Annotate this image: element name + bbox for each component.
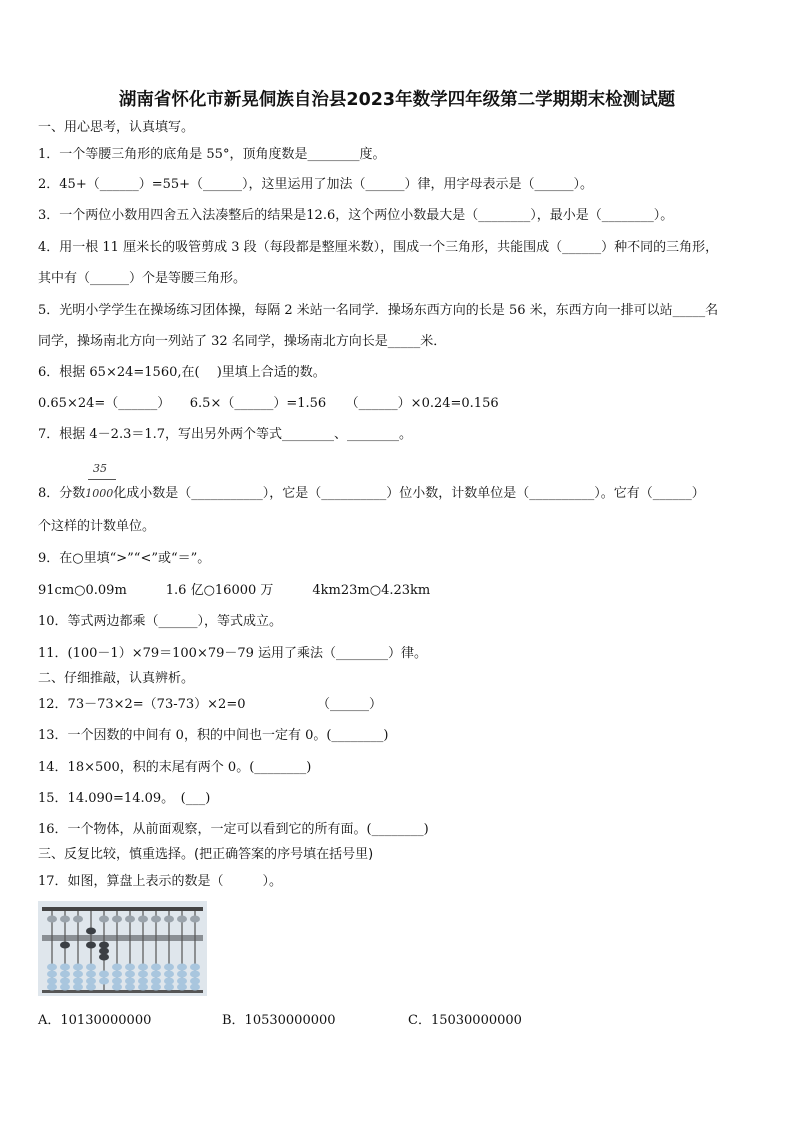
abacus-bottom-frame	[42, 990, 203, 993]
question-6-items: 0.65×24=（______） 6.5×（______）=1.56 （______）×0.24=0.156	[38, 396, 499, 411]
question-14: 14．18×500，积的末尾有两个 0。(________)	[38, 760, 312, 775]
question-2: 2．45+（______）=55+（______），这里运用了加法（______）律，用字母表示是（______）。	[38, 177, 594, 192]
question-4-line-1: 4．用一根 11 厘米长的吸管剪成 3 段（每段都是整厘米数），围成一个三角形，共能围成（______）种不同的三角形，	[38, 240, 719, 255]
fraction-denominator: 1000	[85, 487, 114, 500]
section-1-heading: 一、用心思考，认真填写。	[38, 120, 195, 135]
question-11: 11．(100－1）×79＝100×79－79 运用了乘法（________）律。	[38, 646, 428, 661]
option-b: B．10530000000	[222, 1013, 336, 1028]
question-4-line-2: 其中有（______）个是等腰三角形。	[38, 271, 247, 286]
question-5-line-1: 5．光明小学学生在操场练习团体操，每隔 2 米站一名同学．操场东西方向的长是 56 米，东西方向一排可以站_____名	[38, 303, 719, 318]
section-3-heading: 三、反复比较，慎重选择。(把正确答案的序号填在括号里)	[38, 847, 374, 862]
section-2-heading: 二、仔细推敲，认真辨析。	[38, 671, 195, 686]
question-9: 9．在○里填“>”“<”或“＝”。	[38, 551, 211, 566]
question-9-items: 91cm○0.09m 1.6 亿○16000 万 4km23m○4.23km	[38, 583, 431, 598]
question-8-line-2: 个这样的计数单位。	[38, 519, 156, 534]
question-3: 3．一个两位小数用四舍五入法凑整后的结果是12.6，这个两位小数最大是（________），最小是（________）。	[38, 208, 674, 223]
question-15: 15．14.090=14.09。 (___)	[38, 791, 211, 806]
question-7: 7．根据 4－2.3＝1.7，写出另外两个等式________、________。	[38, 427, 413, 442]
fraction-bar	[88, 479, 116, 480]
question-17: 17．如图，算盘上表示的数是（ ）。	[38, 874, 283, 889]
question-8-prefix: 8．分数	[38, 486, 86, 501]
question-8-line-1	[38, 486, 705, 502]
question-10: 10．等式两边都乘（______），等式成立。	[38, 614, 283, 629]
question-13: 13．一个因数的中间有 0，积的中间也一定有 0。(________)	[38, 728, 389, 743]
question-5-line-2: 同学，操场南北方向一列站了 32 名同学，操场南北方向长是_____米．	[38, 334, 447, 349]
question-1: 1．一个等腰三角形的底角是 55°，顶角度数是________度。	[38, 147, 386, 162]
fraction-numerator: 35	[93, 462, 107, 475]
exam-title: 湖南省怀化市新晃侗族自治县2023年数学四年级第二学期期末检测试题	[118, 90, 676, 110]
abacus-top-frame	[42, 907, 203, 911]
question-8-suffix: 化成小数是（___________），它是（__________）位小数，计数单位是（__________）。它有（______）	[113, 486, 705, 501]
question-12: 12．73－73×2=（73-73）×2=0 （______）	[38, 697, 382, 712]
option-c: C．15030000000	[408, 1013, 522, 1028]
question-16: 16．一个物体，从前面观察，一定可以看到它的所有面。(________)	[38, 822, 429, 837]
question-6: 6．根据 65×24=1560,在( )里填上合适的数。	[38, 365, 326, 380]
abacus-beam	[42, 935, 203, 941]
abacus-image	[38, 901, 207, 996]
option-a: A．10130000000	[38, 1013, 152, 1028]
